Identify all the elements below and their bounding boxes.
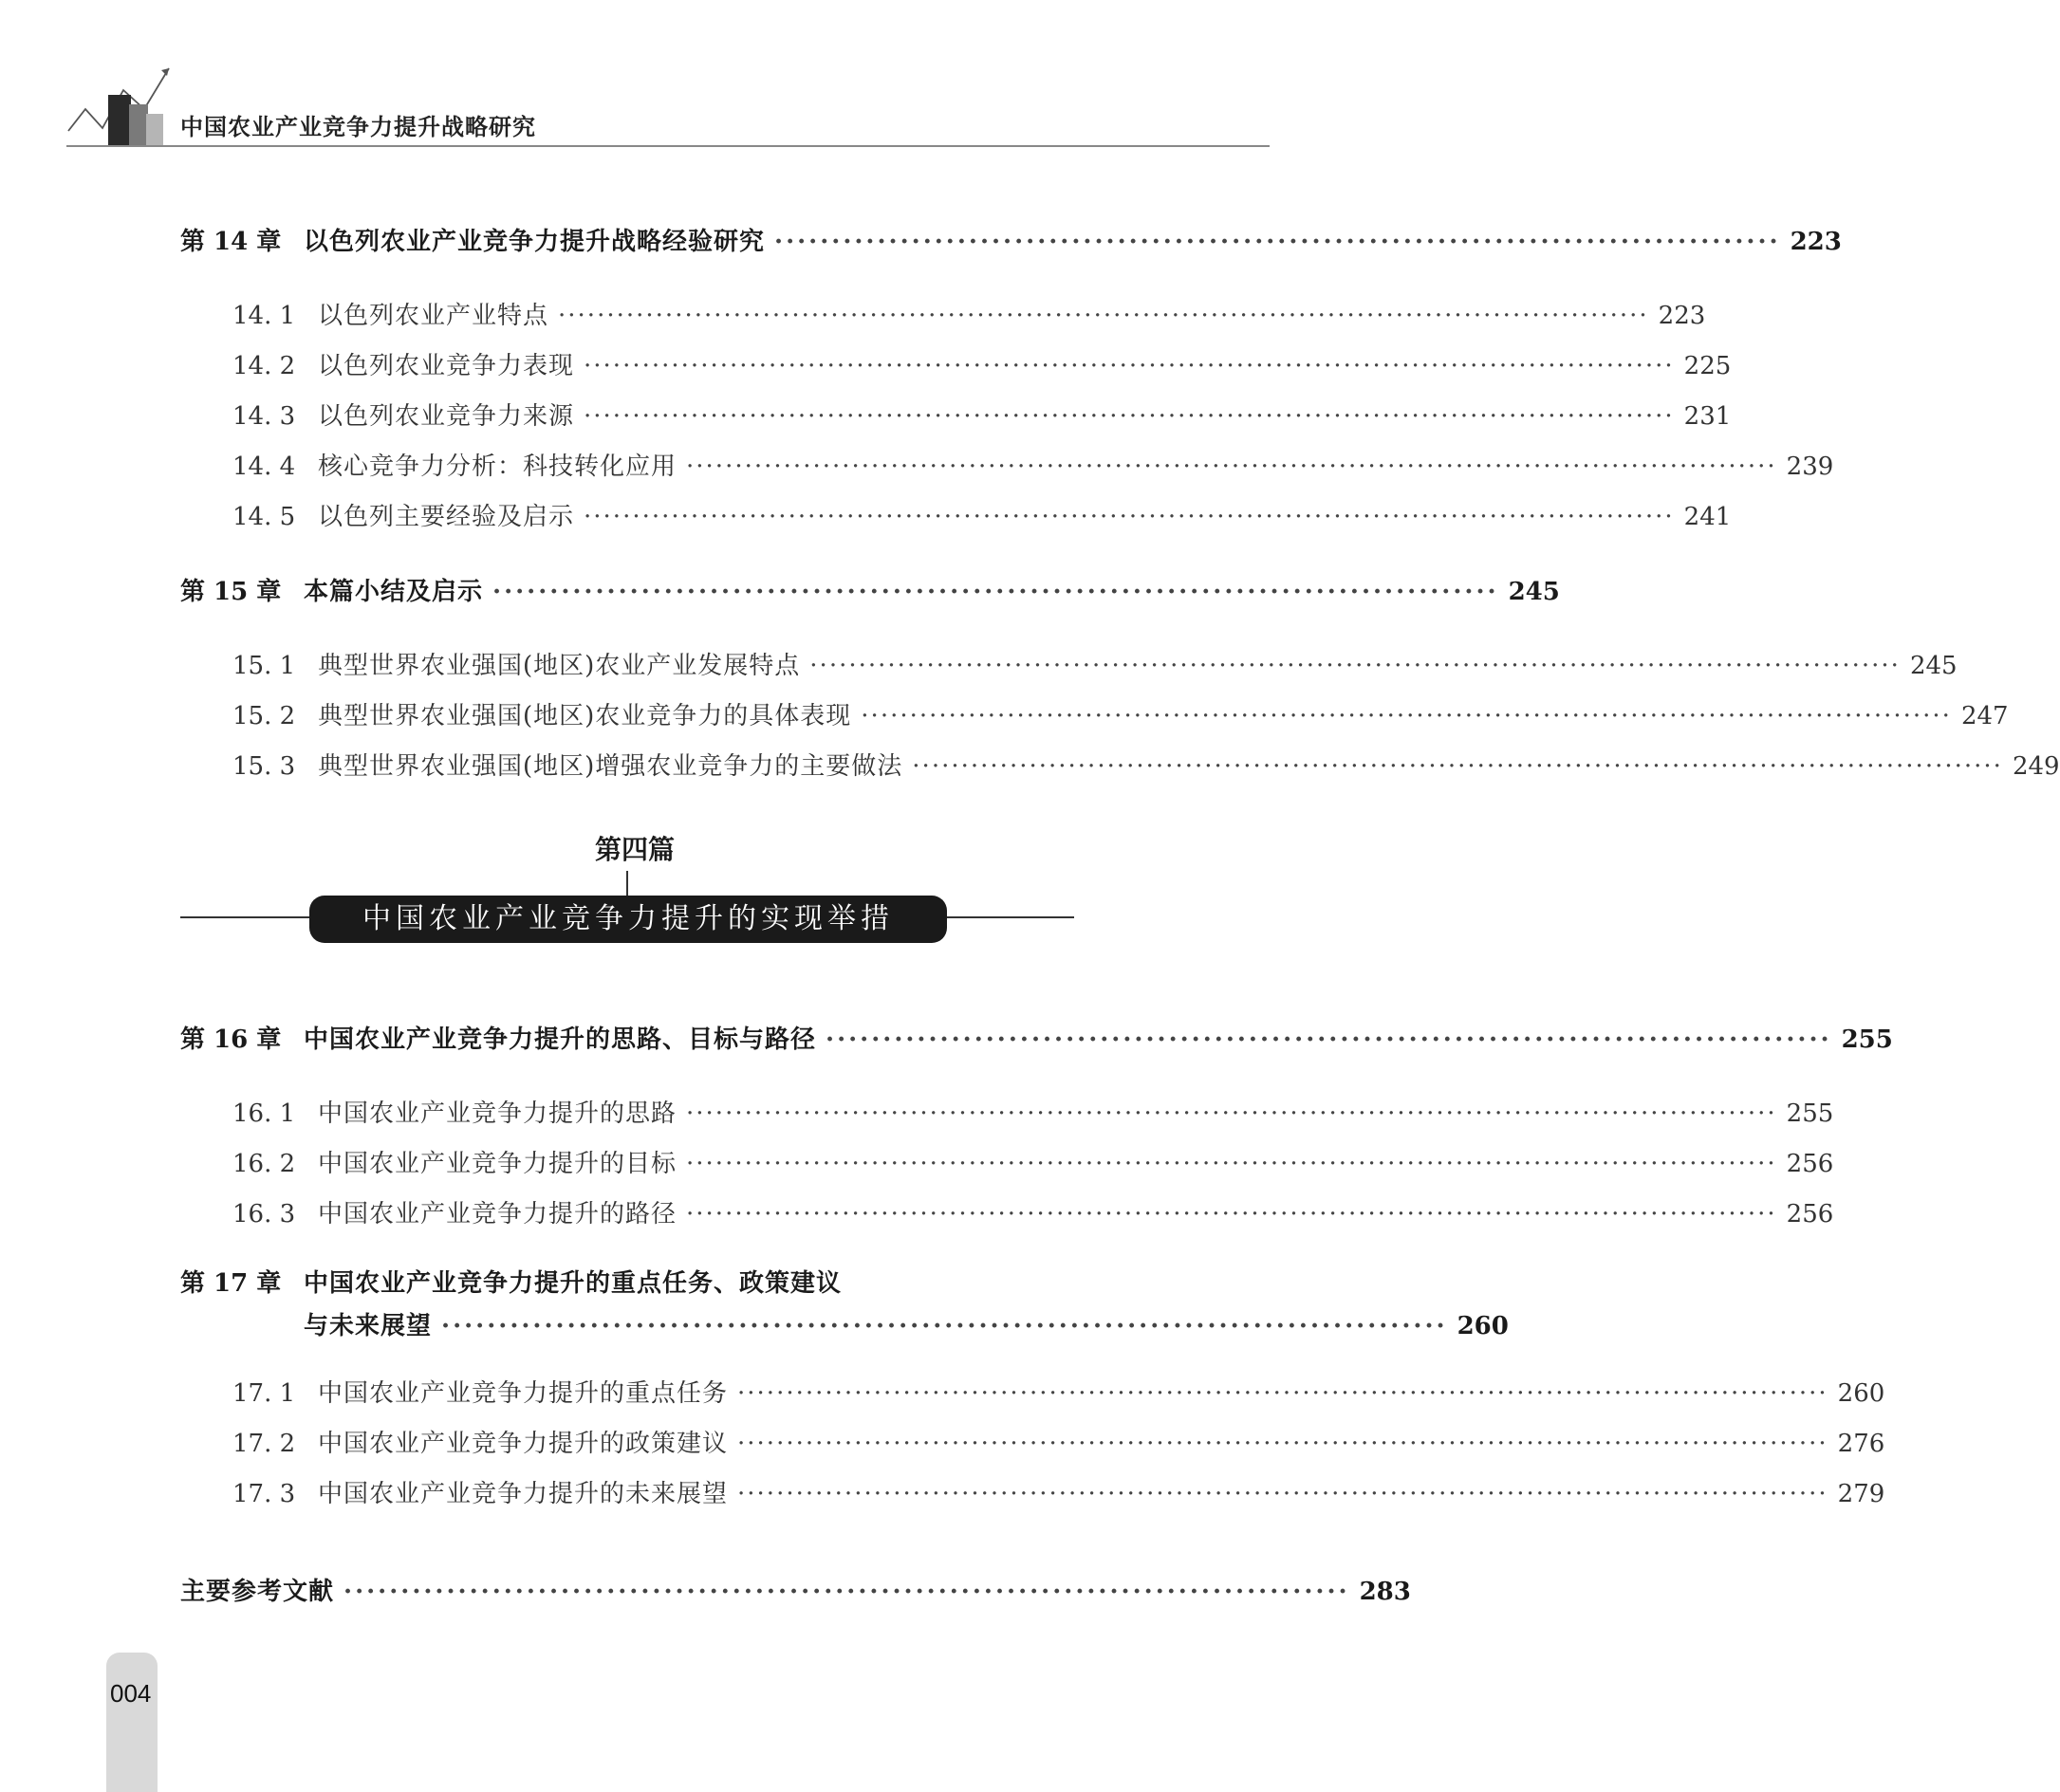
toc-chapter-14[interactable] xyxy=(180,222,1842,257)
section-title: 以色列农业产业特点 xyxy=(318,302,549,330)
dot-leader: ················································································································ xyxy=(737,1430,1828,1458)
toc-section-15-1[interactable] xyxy=(232,646,1958,681)
dot-leader: ················································································································ xyxy=(584,503,1675,531)
page-ref: 231 xyxy=(1683,402,1732,431)
page-ref: 249 xyxy=(2012,752,2060,781)
page-ref: 260 xyxy=(1457,1312,1509,1340)
dot-leader: ························································································ xyxy=(826,1025,1832,1054)
running-header xyxy=(66,57,1270,152)
page-ref: 260 xyxy=(1837,1379,1885,1408)
references-title: 主要参考文献 xyxy=(180,1578,335,1606)
section-title: 中国农业产业竞争力提升的未来展望 xyxy=(318,1480,729,1508)
dot-leader: ················································································································ xyxy=(861,702,1952,730)
toc-section-16-2[interactable] xyxy=(232,1144,1834,1179)
dot-leader: ························································································ xyxy=(492,578,1499,606)
section-title: 以色列农业竞争力表现 xyxy=(318,352,575,380)
page-ref: 283 xyxy=(1359,1578,1411,1606)
section-number: 15. 2 xyxy=(232,702,296,730)
page-ref: 247 xyxy=(1960,702,2009,730)
page-ref: 223 xyxy=(1790,228,1842,256)
toc-chapter-15[interactable] xyxy=(180,572,1560,607)
dot-leader: ························································································ xyxy=(774,228,1781,256)
section-title: 典型世界农业强国(地区)农业产业发展特点 xyxy=(318,652,801,680)
toc-section-15-2[interactable] xyxy=(232,696,2009,731)
page-ref: 245 xyxy=(1508,578,1560,606)
section-number: 14. 3 xyxy=(232,402,296,431)
section-number: 16. 2 xyxy=(232,1150,296,1178)
dot-leader: ················································································································ xyxy=(737,1379,1828,1408)
toc-chapter-17-line2[interactable] xyxy=(180,1306,1509,1341)
section-number: 15. 3 xyxy=(232,752,296,781)
page-ref: 223 xyxy=(1658,302,1706,330)
page-ref: 245 xyxy=(1909,652,1958,680)
page-ref: 239 xyxy=(1786,453,1834,481)
section-number: 16. 3 xyxy=(232,1200,296,1229)
dot-leader: ························································································ xyxy=(343,1578,1350,1606)
section-title: 中国农业产业竞争力提升的目标 xyxy=(318,1150,677,1178)
toc-section-16-3[interactable] xyxy=(232,1194,1834,1229)
section-title: 典型世界农业强国(地区)农业竞争力的具体表现 xyxy=(318,702,852,730)
header-rule xyxy=(66,145,1270,147)
chapter-title: 本篇小结及启示 xyxy=(304,578,484,606)
section-number: 14. 4 xyxy=(232,453,296,481)
chapter-number: 第 16 章 xyxy=(180,1025,282,1054)
toc-section-17-2[interactable] xyxy=(232,1424,1885,1459)
chapter-number: 第 14 章 xyxy=(180,228,282,256)
page-tab xyxy=(106,1653,158,1792)
toc-section-17-3[interactable] xyxy=(232,1474,1885,1509)
dot-leader: ················································································································ xyxy=(584,352,1675,380)
toc-section-14-3[interactable] xyxy=(232,397,1732,432)
toc-section-17-1[interactable] xyxy=(232,1374,1885,1409)
dot-leader: ························································································ xyxy=(441,1312,1448,1340)
section-title: 以色列农业竞争力来源 xyxy=(318,402,575,431)
dot-leader: ················································································································ xyxy=(686,1150,1777,1178)
toc-section-15-3[interactable] xyxy=(232,747,2060,782)
section-number: 17. 2 xyxy=(232,1430,296,1458)
toc-section-14-4[interactable] xyxy=(232,447,1834,482)
section-title: 中国农业产业竞争力提升的政策建议 xyxy=(318,1430,729,1458)
toc-references[interactable] xyxy=(180,1572,1411,1607)
chapter-title: 以色列农业产业竞争力提升战略经验研究 xyxy=(304,228,766,256)
dot-leader: ················································································································ xyxy=(809,652,1901,680)
toc-section-14-5[interactable] xyxy=(232,497,1732,532)
page-ref: 255 xyxy=(1841,1025,1893,1054)
section-number: 14. 5 xyxy=(232,503,296,531)
page-number: 004 xyxy=(110,1679,152,1708)
chapter-number: 第 15 章 xyxy=(180,578,282,606)
toc-chapter-17-line1[interactable] xyxy=(180,1264,1074,1299)
dot-leader: ················································································································ xyxy=(686,453,1777,481)
dot-leader: ················································································································ xyxy=(558,302,1649,330)
toc-section-14-1[interactable] xyxy=(232,296,1706,331)
dot-leader: ················································································································ xyxy=(584,402,1675,431)
dot-leader: ················································································································ xyxy=(686,1200,1777,1229)
section-number: 16. 1 xyxy=(232,1099,296,1128)
section-title: 核心竞争力分析：科技转化应用 xyxy=(318,453,677,481)
chapter-title: 中国农业产业竞争力提升的重点任务、政策建议 xyxy=(304,1269,843,1298)
dot-leader: ················································································································ xyxy=(737,1480,1828,1508)
toc-chapter-16[interactable] xyxy=(180,1020,1893,1055)
page-ref: 255 xyxy=(1786,1099,1834,1128)
page-ref: 256 xyxy=(1786,1150,1834,1178)
section-number: 17. 3 xyxy=(232,1480,296,1508)
toc-section-14-2[interactable] xyxy=(232,346,1732,381)
section-number: 14. 1 xyxy=(232,302,296,330)
page-ref: 241 xyxy=(1683,503,1732,531)
chapter-title: 中国农业产业竞争力提升的思路、目标与路径 xyxy=(304,1025,817,1054)
section-title: 中国农业产业竞争力提升的路径 xyxy=(318,1200,677,1229)
section-title: 中国农业产业竞争力提升的思路 xyxy=(318,1099,677,1128)
book-title: 中国农业产业竞争力提升战略研究 xyxy=(180,114,536,140)
chapter-number: 第 17 章 xyxy=(180,1269,282,1298)
bar-chart-growth-icon xyxy=(66,57,190,147)
section-title: 中国农业产业竞争力提升的重点任务 xyxy=(318,1379,729,1408)
section-number: 14. 2 xyxy=(232,352,296,380)
part-connector xyxy=(626,871,628,896)
dot-leader: ················································································································ xyxy=(686,1099,1777,1128)
dot-leader: ················································································································ xyxy=(912,752,2003,781)
section-title: 典型世界农业强国(地区)增强农业竞争力的主要做法 xyxy=(318,752,903,781)
chapter-title-continued: 与未来展望 xyxy=(304,1312,433,1340)
page-ref: 225 xyxy=(1683,352,1732,380)
part-label: 第四篇 xyxy=(594,834,675,865)
section-number: 15. 1 xyxy=(232,652,296,680)
toc-section-16-1[interactable] xyxy=(232,1094,1834,1129)
page-ref: 256 xyxy=(1786,1200,1834,1229)
page-ref: 276 xyxy=(1837,1430,1885,1458)
section-title: 以色列主要经验及启示 xyxy=(318,503,575,531)
section-number: 17. 1 xyxy=(232,1379,296,1408)
part-title-banner[interactable]: 中国农业产业竞争力提升的实现举措 xyxy=(309,896,947,943)
page-ref: 279 xyxy=(1837,1480,1885,1508)
